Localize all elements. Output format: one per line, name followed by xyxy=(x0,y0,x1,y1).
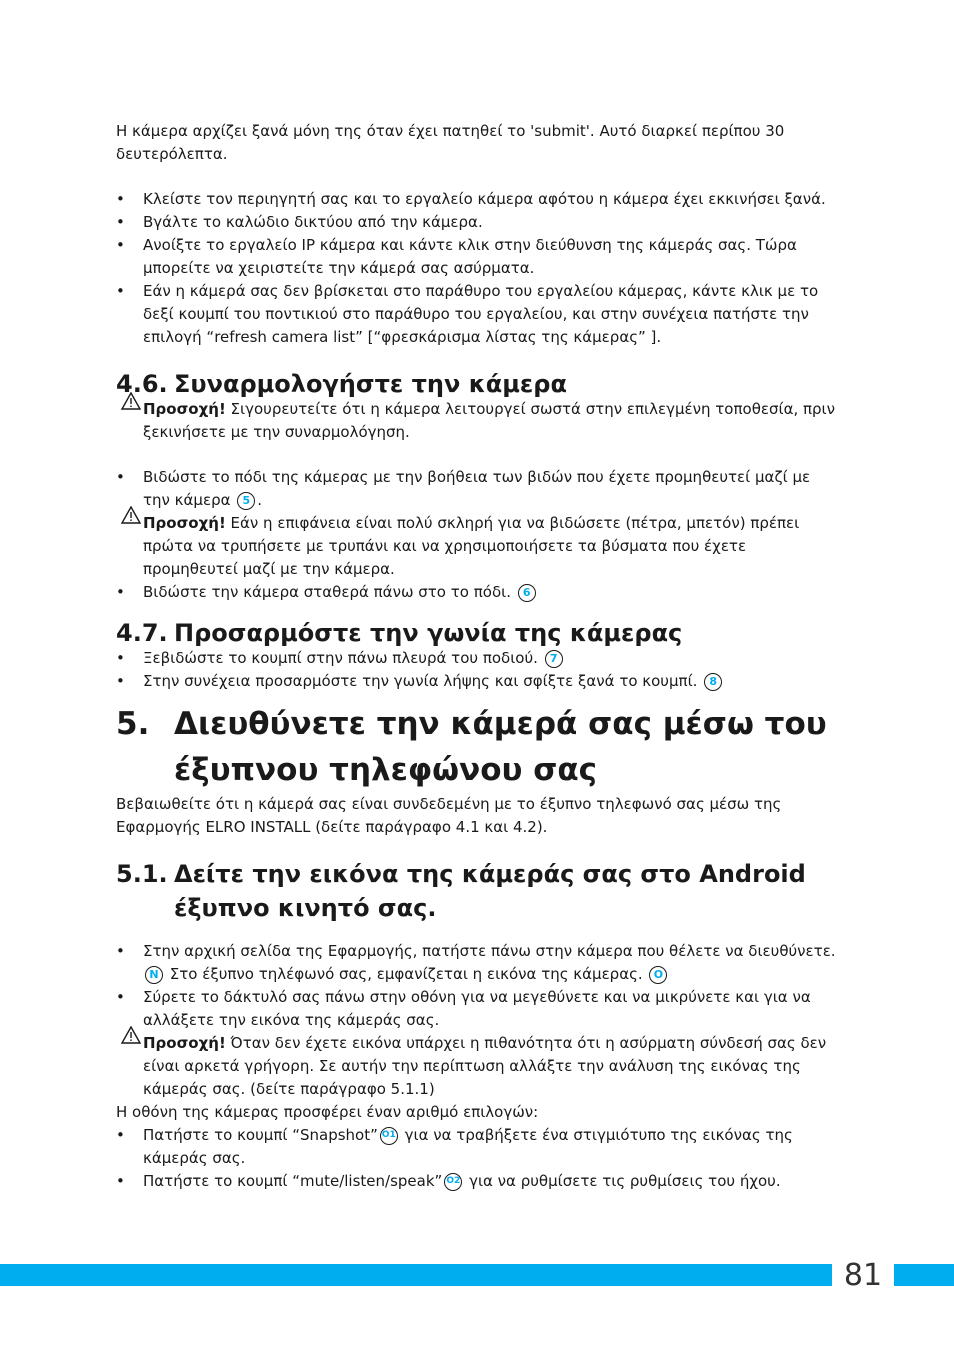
bullet-dot: • xyxy=(116,190,125,208)
list-item: • Πατήστε το κουμπί “mute/listen/speak” O2 για να ρυθμίσετε τις ρυθμίσεις του ήχου. xyxy=(116,1170,838,1193)
list-item: • Ανοίξτε το εργαλείο IP κάμερα και κάντε κλικ στην διεύθυνση της κάμεράς σας. Τώρα μπορείτε να χειριστείτε την κάμερά σας ασύρματα. xyxy=(116,236,797,277)
bullet-dot: • xyxy=(116,282,125,300)
list-item: • Στην συνέχεια προσαρμόστε την γωνία λήψης και σφίξτε ξανά το κουμπί. 8 xyxy=(116,670,838,693)
intro-paragraph: Η κάμερα αρχίζει ξανά μόνη της όταν έχει πατηθεί το 'submit'. Αυτό διαρκεί περίπου 30 δευτερόλεπτα. xyxy=(116,122,785,163)
section-heading-5-1: 5.1. Δείτε την εικόνα της κάμεράς σας στο Android έξυπνο κινητό σας. xyxy=(116,860,806,922)
page-content xyxy=(116,120,838,1193)
bullet-dot: • xyxy=(116,1126,125,1144)
warning-icon xyxy=(121,1026,141,1044)
list-item: • Βγάλτε το καλώδιο δικτύου από την κάμερα. xyxy=(116,211,838,234)
list-item: • Πατήστε το κουμπί “Snapshot” O1 για να τραβήξετε ένα στιγμιότυπο της εικόνας της κάμεράς σας. xyxy=(116,1126,793,1167)
caution-note: Προσοχή! Σιγουρευτείτε ότι η κάμερα λειτουργεί σωστά στην επιλεγμένη τοποθεσία, πριν ξεκινήσετε με την συναρμολόγηση. xyxy=(116,398,838,444)
step-badge: O2 xyxy=(444,1173,462,1191)
caution-note: Προσοχή! Εάν η επιφάνεια είναι πολύ σκληρή για να βιδώσετε (πέτρα, μπετόν) πρέπει πρώτα να τρυπήσετε με τρυπάνι και να χρησιμοποιήσετε τα βύσματα που έχετε προμηθευτεί μαζί με την κάμερα. xyxy=(116,512,838,581)
step-badge: 5 xyxy=(237,492,255,510)
step-badge: O xyxy=(649,966,667,984)
warning-icon xyxy=(121,506,141,524)
bullet-dot: • xyxy=(116,213,125,231)
bullet-dot: • xyxy=(116,583,125,601)
caution-label: Προσοχή! xyxy=(143,400,226,418)
bullet-dot: • xyxy=(116,672,125,690)
step-badge: 7 xyxy=(545,650,563,668)
caution-label: Προσοχή! xyxy=(143,1034,226,1052)
page-number: 81 xyxy=(832,1257,894,1295)
list-item: • Σύρετε το δάκτυλό σας πάνω στην οθόνη για να μεγεθύνετε και να μικρύνετε και για να αλλάξετε την εικόνα της κάμεράς σας. xyxy=(116,988,811,1029)
warning-icon xyxy=(121,392,141,410)
step-badge: N xyxy=(145,966,163,984)
chapter-5-paragraph: Βεβαιωθείτε ότι η κάμερά σας είναι συνδεδεμένη με το έξυπνο τηλεφωνό σας μέσω της Εφαρμογής ELRO INSTALL (δείτε παράγραφο 4.1 και 4.2). xyxy=(116,795,782,836)
list-item: • Βιδώστε την κάμερα σταθερά πάνω στο το πόδι. 6 xyxy=(116,581,838,604)
list-item: • Ξεβιδώστε το κουμπί στην πάνω πλευρά του ποδιού. 7 xyxy=(116,647,838,670)
section-heading-4-7: 4.7. Προσαρμόστε την γωνία της κάμερας xyxy=(116,619,683,647)
bullet-dot: • xyxy=(116,942,125,960)
bullet-dot: • xyxy=(116,988,125,1006)
bullet-dot: • xyxy=(116,468,125,486)
list-item: • Στην αρχική σελίδα της Εφαρμογής, πατήστε πάνω στην κάμερα που θέλετε να διευθύνετε. N Στο έξυπνο τηλέφωνό σας, εμφανίζεται η εικόνα της κάμερας. O xyxy=(116,942,836,983)
step-badge: 8 xyxy=(704,673,722,691)
list-item: • Βιδώστε το πόδι της κάμερας με την βοήθεια των βιδών που έχετε προμηθευτεί μαζί με την κάμερα 5 . xyxy=(116,468,811,509)
step-badge: 6 xyxy=(518,584,536,602)
bullet-dot: • xyxy=(116,649,125,667)
list-item: • Εάν η κάμερά σας δεν βρίσκεται στο παράθυρο του εργαλείου κάμερας, κάντε κλικ με το δεξί κουμπί του ποντικιού στο παράθυρο του εργαλείου, και στην συνέχεια πατήστε την επιλογή “refresh camera list” [“φρεσκάρισμα λίστας της κάμερας” ]. xyxy=(116,282,819,346)
bullet-dot: • xyxy=(116,236,125,254)
section-heading-4-6: 4.6. Συναρμολογήστε την κάμερα xyxy=(116,370,567,398)
list-item: • Κλείστε τον περιηγητή σας και το εργαλείο κάμερα αφότου η κάμερα έχει εκκινήσει ξανά. xyxy=(116,188,838,211)
caution-label: Προσοχή! xyxy=(143,514,226,532)
step-badge: O1 xyxy=(380,1127,398,1145)
footer-accent-bar xyxy=(0,1264,954,1286)
options-paragraph: Η οθόνη της κάμερας προσφέρει έναν αριθμό επιλογών: xyxy=(116,1103,539,1121)
chapter-heading-5: 5. Διευθύνετε την κάμερά σας μέσω του έξυπνου τηλεφώνου σας xyxy=(116,706,827,788)
caution-note: Προσοχή! Όταν δεν έχετε εικόνα υπάρχει η πιθανότητα ότι η ασύρματη σύνδεσή σας δεν είναι αρκετά γρήγορη. Σε αυτήν την περίπτωση αλλάξτε την ανάλυση της εικόνας της κάμεράς σας. (δείτε παράγραφο 5.1.1) xyxy=(116,1032,838,1101)
bullet-list-restart xyxy=(116,188,838,349)
bullet-dot: • xyxy=(116,1172,125,1190)
